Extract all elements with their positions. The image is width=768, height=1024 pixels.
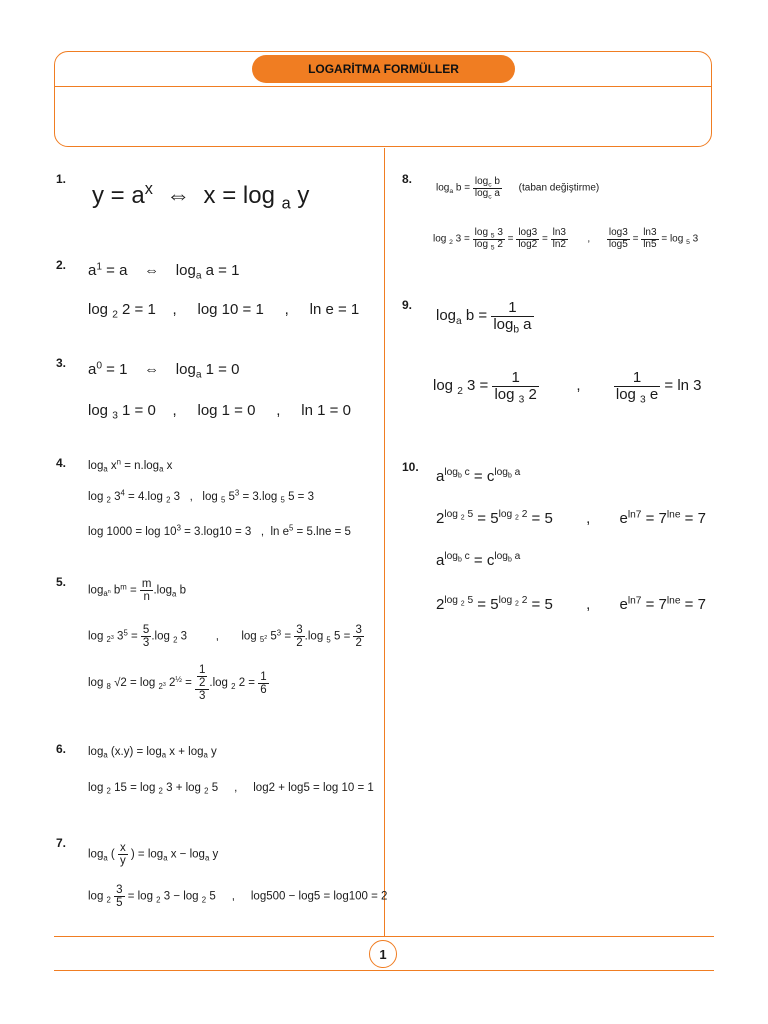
formula-3a: $a^0 = 1$ ⇔ $\log_a 1 = 0$: [88, 360, 240, 381]
item-number-8: 8.: [402, 172, 413, 186]
item-number-9: 9.: [402, 298, 413, 312]
formula-10d: $2^{log _2 5} = 5^{log _2 2} = 5$ , $e^{ln7} = 7^{lne} = 7$: [436, 595, 706, 613]
formula-7a: $\log_a$ ( $\frac{x}{y}$ ) = $\log_a x - \log_a y$: [88, 842, 219, 868]
formula-8a: $\log_a b$ = $\frac{\log_c b}{\log_c a}$ (taban değiştirme): [436, 176, 600, 200]
formula-4c: $\log 1000 = \log 10^3 = 3.\log 10 = 3$ , $\ln e^5 = 5.\ln e = 5$: [88, 523, 351, 538]
page-title: LOGARİTMA FORMÜLLER: [252, 55, 515, 83]
formula-9a: $\log_a b$ = $\frac{1}{\log_b a}$: [436, 299, 532, 336]
header-divider: [55, 86, 711, 87]
item-number-1: 1.: [56, 172, 67, 186]
item-number-6: 6.: [56, 742, 67, 756]
formula-2b: log $_2$ 2 = 1 , log 10 = 1 , ln e = 1: [88, 301, 360, 321]
formula-5a: $\log_{a^n} b^m$ = $\frac{m}{n}$ $.\log_a$ b: [88, 578, 186, 604]
footer-rule-bottom: [54, 970, 714, 971]
formula-6b: log $_2$ 15 = log $_2$ 3 + log $_2$ 5 , log2 + log5 = log 10 = 1: [88, 782, 374, 796]
formula-9b: log $_2$ 3 = $\frac{1}{\log _3 2}$ , $\frac{1}{\log _3 e}$ = ln 3: [433, 369, 702, 406]
formula-3b: log $_3$ 1 = 0 , log 1 = 0 , ln 1 = 0: [88, 402, 351, 422]
formula-10c: $a^{log_b c} = c^{log_b a}$: [436, 551, 521, 569]
formula-4b: log $_2$ $3^4 = 4.\log$ $_2$ 3 , log $_5$ $5^3 = 3.\log$ $_5$ 5 = 3: [88, 488, 314, 505]
formula-8-note: (taban değiştirme): [518, 182, 600, 194]
formula-5b: log $_{2^3}$ $3^5$ = $\frac{5}{3}$ .log $_2$ 3 , log $_{5^2}$ $5^3$ = $\frac{3}{2}$ .log $_5$ 5 = $\frac{3}{2}$: [88, 624, 362, 650]
formula-2a: $a^1 = a$ ⇔ $\log_a a = 1$: [88, 261, 240, 282]
item-number-3: 3.: [56, 356, 67, 370]
formula-10a: $a^{log_b c} = c^{log_b a}$: [436, 467, 521, 485]
formula-5c: log $_8$ √2 = log $_{2^3}$ $2^{\frac{1}{2}}$ = $\frac{\frac{1}{2}}{3}$ .log $_2$ 2 = $\frac{1}{6}$: [88, 664, 267, 703]
formula-10b: $2^{log _2 5} = 5^{log _2 2} = 5$ , $e^{ln7} = 7^{lne} = 7$: [436, 509, 706, 527]
formula-4a: $\log_a x^n = n.\log_a$ x: [88, 457, 173, 474]
page-number: 1: [369, 940, 397, 968]
formula-6a: $\log_a (x.y) = \log_a x + \log_a y$: [88, 746, 217, 760]
item-number-2: 2.: [56, 258, 67, 272]
item-number-7: 7.: [56, 836, 67, 850]
formula-7b: log $_2$ $\frac{3}{5}$ = log $_2$ 3 − log $_2$ 5 , log500 − log5 = log100 = 2: [88, 884, 388, 910]
item-number-10: 10.: [402, 460, 419, 474]
footer-rule-top: [54, 936, 714, 937]
item-number-5: 5.: [56, 575, 67, 589]
column-divider: [384, 148, 385, 936]
formula-8b: log $_2$ 3 = $\frac{\log _5 3}{\log _5 2}$ = $\frac{\log 3}{\log 2}$ = $\frac{\ln 3}{\ln 2}$ , $\frac{\log 3}{\log 5}$ = $\frac{\ln 3}{\ln 5}$ = log $_5$ 3: [433, 227, 699, 251]
item-number-4: 4.: [56, 456, 67, 470]
formula-1: $y = a^x$ ⇔ x = log $_a$ y: [92, 180, 310, 213]
